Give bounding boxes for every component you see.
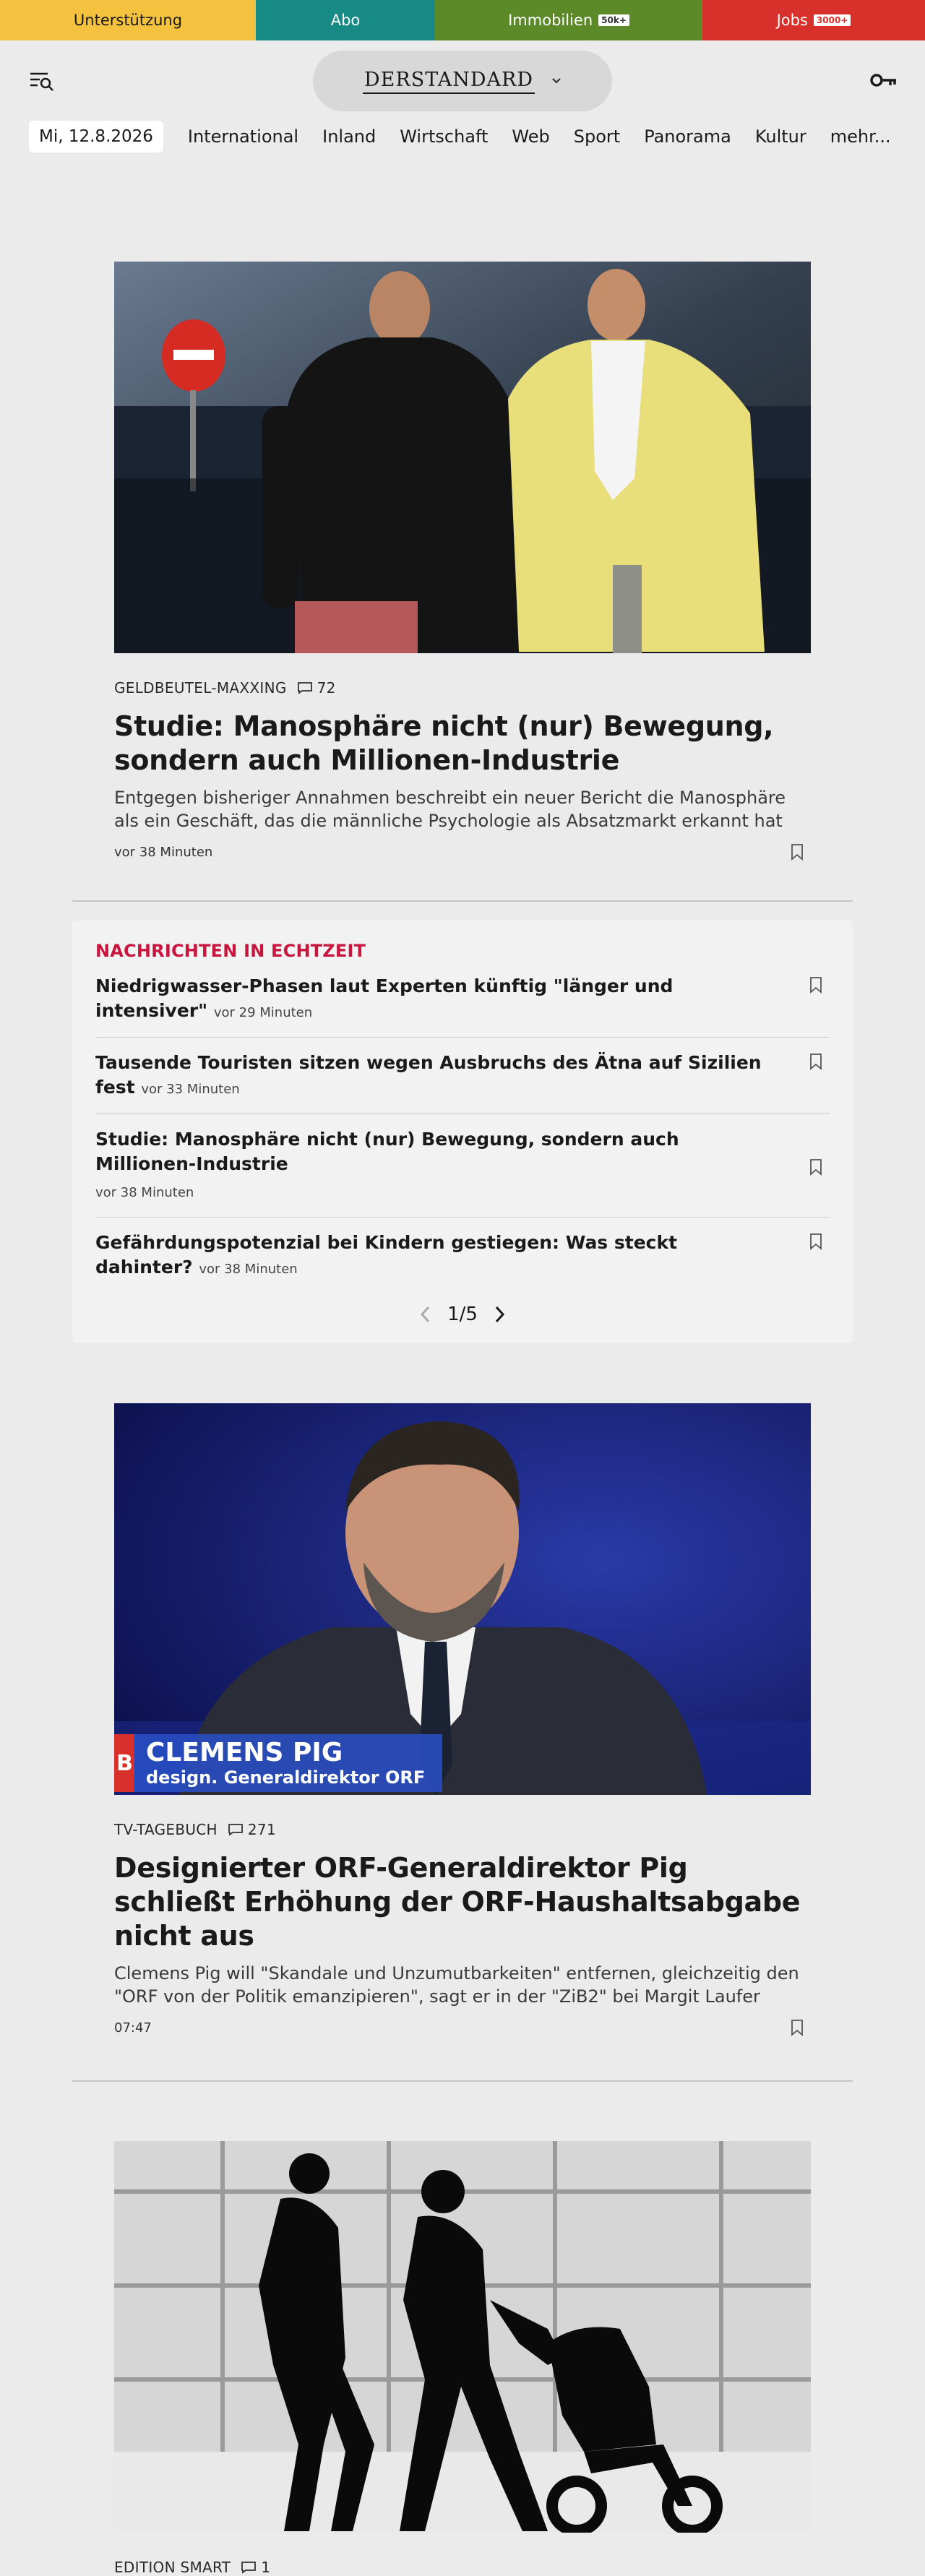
jobs-link[interactable] — [702, 0, 925, 40]
comment-count-value: 72 — [317, 679, 336, 697]
article-time: 07:47 — [114, 2020, 152, 2036]
bookmark-button[interactable] — [786, 2017, 808, 2038]
nav-item-international[interactable]: International — [187, 126, 299, 147]
article-kicker: TV-TAGEBUCH — [114, 1821, 218, 1838]
live-news-item[interactable] — [95, 961, 830, 1038]
pager-next-button[interactable] — [494, 1305, 505, 1324]
article-headline[interactable]: Studie: Manosphäre nicht (nur) Bewegung, sondern auch Millionen-Industrie — [114, 710, 774, 776]
pager-indicator: 1/5 — [447, 1304, 478, 1325]
article-teaser[interactable] — [114, 262, 811, 863]
article-headline[interactable]: Designierter ORF-Generaldirektor Pig schließt Erhöhung der ORF-Haushaltsabgabe nicht aus — [114, 1852, 801, 1952]
pager-prev-button[interactable] — [420, 1305, 431, 1324]
live-news-item[interactable] — [95, 1218, 830, 1293]
date-chip[interactable]: Mi, 12.8.2026 — [29, 121, 163, 152]
realestate-link[interactable] — [435, 0, 702, 40]
site-header — [0, 40, 925, 121]
article-teaser[interactable] — [114, 1403, 811, 2038]
chevron-down-icon — [551, 74, 562, 89]
article-lead: Clemens Pig will "Skandale und Unzumutbarkeiten" entfernen, gleichzeitig den "ORF von der Politik emanzipieren", sagt er in der "ZiB2" bei Margit Laufer — [114, 1963, 799, 2007]
bookmark-icon — [790, 2019, 804, 2036]
article-kicker-row — [114, 2559, 811, 2576]
bookmark-button[interactable] — [786, 841, 808, 863]
article-kicker: GELDBEUTEL-MAXXING — [114, 679, 287, 697]
support-label: Unterstützung — [73, 12, 183, 29]
key-icon — [870, 72, 898, 88]
live-news-item[interactable] — [95, 1114, 830, 1218]
comment-count[interactable] — [228, 1821, 276, 1838]
bookmark-icon — [809, 976, 823, 994]
menu-search-icon — [29, 69, 55, 92]
chevron-left-icon — [420, 1305, 431, 1324]
abo-link[interactable] — [256, 0, 435, 40]
section-divider — [72, 2080, 853, 2082]
logo-button[interactable] — [313, 51, 612, 111]
bookmark-button[interactable] — [805, 1156, 827, 1178]
chevron-right-icon — [494, 1305, 505, 1324]
jobs-label: Jobs — [776, 12, 808, 29]
article-lead: Entgegen bisheriger Annahmen beschreibt ein neuer Bericht die Manosphäre als ein Geschäft, das die männliche Psychologie als Absatzmarkt erkannt hat — [114, 788, 786, 831]
tv-caption-role: design. Generaldirektor ORF — [146, 1767, 426, 1788]
main-content — [0, 260, 925, 2576]
article-image — [114, 2141, 811, 2533]
login-button[interactable] — [867, 68, 900, 92]
nav-item-wirtschaft[interactable]: Wirtschaft — [400, 126, 489, 147]
bookmark-icon — [790, 843, 804, 861]
realestate-badge: 50k+ — [598, 14, 629, 26]
live-news-title: Studie: Manosphäre nicht (nur) Bewegung, sondern auch Millionen-Industrie — [95, 1129, 679, 1174]
live-news-title: Tausende Touristen sitzen wegen Ausbruchs des Ätna auf Sizilien fest — [95, 1052, 762, 1098]
nav-item-web[interactable]: Web — [512, 126, 550, 147]
section-nav — [29, 120, 915, 153]
nav-item-more[interactable]: mehr... — [830, 126, 891, 147]
abo-label: Abo — [330, 12, 361, 29]
comment-count-value: 1 — [261, 2559, 271, 2576]
article-image — [114, 262, 811, 653]
live-news-box — [72, 921, 853, 1343]
live-news-pager — [95, 1304, 830, 1325]
comment-icon — [228, 1823, 244, 1836]
bookmark-icon — [809, 1233, 823, 1250]
article-meta — [114, 841, 811, 863]
top-service-bar — [0, 0, 925, 40]
bookmark-button[interactable] — [805, 974, 827, 996]
live-news-heading: NACHRICHTEN IN ECHTZEIT — [95, 941, 366, 961]
menu-search-button[interactable] — [26, 66, 58, 95]
nav-item-panorama[interactable]: Panorama — [644, 126, 731, 147]
bookmark-icon — [809, 1158, 823, 1176]
live-news-time: vor 38 Minuten — [199, 1262, 298, 1277]
live-news-item[interactable] — [95, 1038, 830, 1114]
tv-caption — [114, 1734, 442, 1792]
jobs-badge: 3000+ — [814, 14, 851, 26]
site-logo: DERSTANDARD — [363, 69, 535, 94]
realestate-label: Immobilien — [508, 12, 593, 29]
nav-item-sport[interactable]: Sport — [573, 126, 621, 147]
comment-count[interactable] — [297, 679, 336, 697]
article-kicker-row — [114, 679, 811, 697]
article-time: vor 38 Minuten — [114, 844, 213, 860]
section-divider — [72, 900, 853, 902]
nav-item-kultur[interactable]: Kultur — [754, 126, 806, 147]
tv-caption-name: CLEMENS PIG — [146, 1738, 343, 1767]
live-news-title: Niedrigwasser-Phasen laut Experten künftig "länger und intensiver" — [95, 975, 674, 1021]
comment-count[interactable] — [241, 2559, 270, 2576]
bookmark-button[interactable] — [805, 1051, 827, 1072]
support-link[interactable] — [0, 0, 256, 40]
comment-icon — [241, 2561, 257, 2574]
article-meta — [114, 2017, 811, 2038]
bookmark-icon — [809, 1053, 823, 1070]
comment-count-value: 271 — [247, 1821, 276, 1838]
live-news-time: vor 29 Minuten — [213, 1005, 313, 1020]
live-news-title: Gefährdungspotenzial bei Kindern gestiegen: Was steckt dahinter? — [95, 1232, 678, 1278]
nav-item-inland[interactable]: Inland — [322, 126, 377, 147]
article-kicker: EDITION SMART — [114, 2559, 231, 2576]
live-news-time: vor 38 Minuten — [95, 1185, 194, 1200]
tv-channel-logo: B — [114, 1734, 134, 1792]
article-teaser[interactable] — [114, 2141, 811, 2576]
bookmark-button[interactable] — [805, 1231, 827, 1252]
live-news-time: vor 33 Minuten — [141, 1082, 240, 1097]
article-kicker-row — [114, 1821, 811, 1838]
comment-icon — [297, 681, 313, 694]
